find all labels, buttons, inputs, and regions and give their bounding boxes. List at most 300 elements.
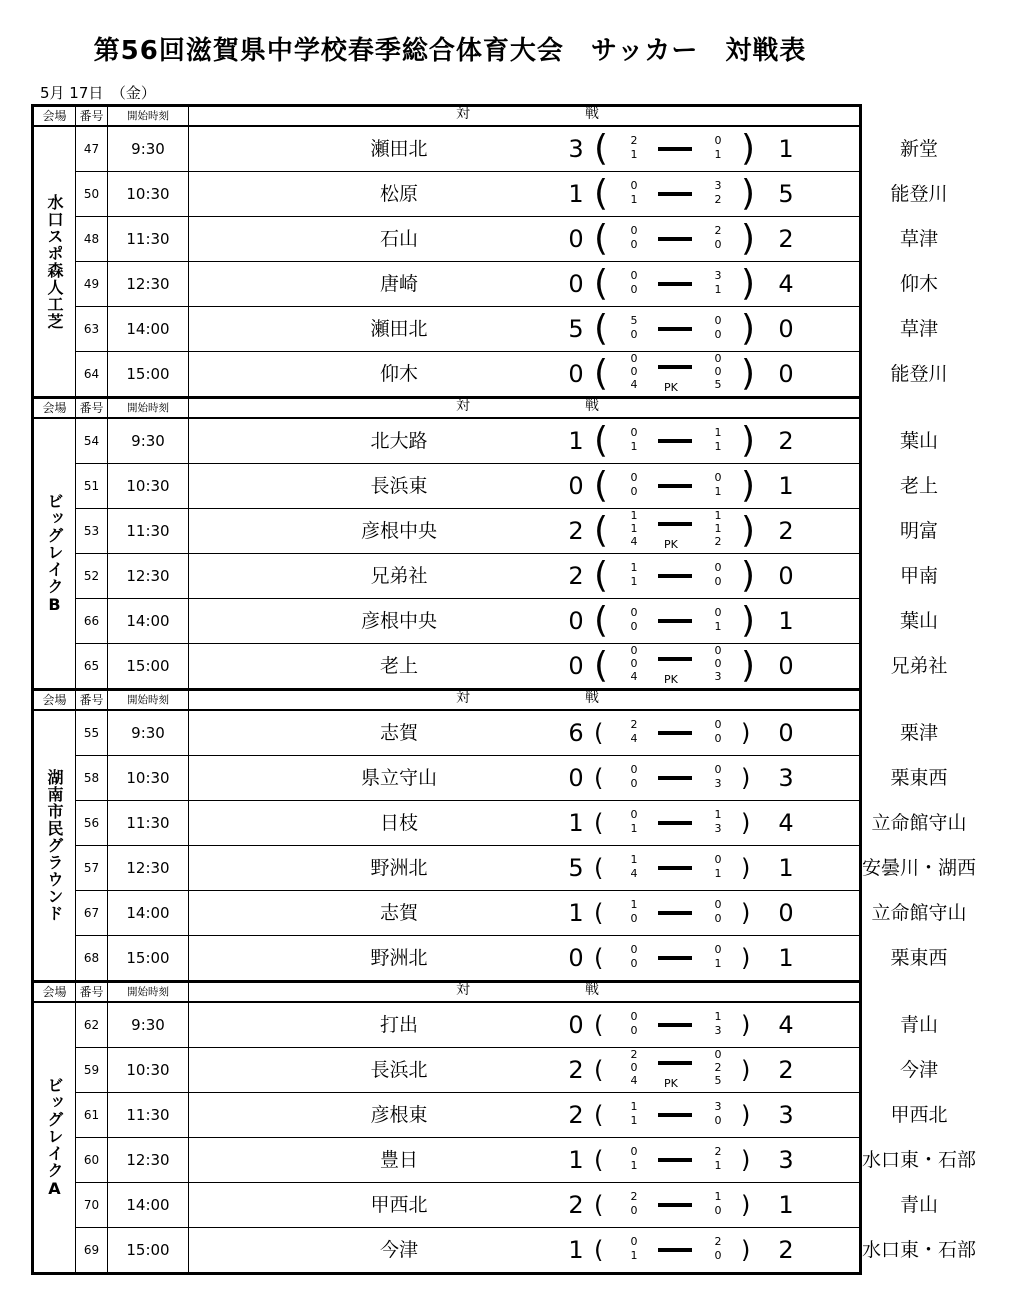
home-half-score: 1: [630, 575, 638, 588]
versus-dash: [658, 956, 692, 960]
number-header: 番号: [76, 107, 108, 125]
close-paren: ): [741, 1101, 751, 1129]
away-half-score: 0: [714, 314, 722, 327]
close-paren: ): [741, 263, 756, 304]
versus-header-right: 戦: [585, 398, 599, 414]
open-paren: (: [594, 944, 604, 972]
away-half-score: 0: [714, 718, 722, 731]
venue-name: ビッグレイクA: [34, 1003, 76, 1272]
close-paren: ): [741, 899, 751, 927]
home-half-score: 1: [630, 822, 638, 835]
home-score: 0: [568, 607, 584, 635]
away-team: 葉山: [899, 610, 938, 632]
match-result: [189, 1048, 938, 1092]
versus-dash: [658, 282, 692, 286]
home-score: 0: [568, 652, 584, 680]
home-half-score: 1: [630, 1100, 638, 1113]
start-time: 14:00: [108, 307, 189, 351]
home-half-score: 1: [630, 853, 638, 866]
match-row: [76, 801, 967, 846]
away-score: 3: [778, 764, 794, 792]
match-row: [76, 1093, 948, 1138]
match-row: [76, 217, 938, 262]
versus-dash: [658, 911, 692, 915]
home-team: 県立守山: [360, 767, 437, 789]
home-half-score: 0: [630, 777, 638, 790]
close-paren: ): [741, 719, 751, 747]
home-half-score: 1: [630, 193, 638, 206]
match-result: [189, 936, 948, 980]
away-team: 甲西北: [890, 1104, 948, 1126]
start-time: 10:30: [108, 464, 189, 508]
home-half-score: 0: [630, 179, 638, 192]
home-team: 野洲北: [370, 947, 428, 969]
open-paren: (: [594, 128, 609, 169]
match-number: 56: [76, 801, 108, 845]
open-paren: (: [594, 854, 604, 882]
home-team: 打出: [379, 1014, 418, 1036]
versus-header-right: 戦: [585, 982, 599, 998]
home-score: 0: [568, 225, 584, 253]
match-number: 70: [76, 1183, 108, 1227]
away-team: 仰木: [899, 273, 938, 295]
versus-dash: [658, 484, 692, 488]
away-half-score: 1: [714, 148, 722, 161]
away-half-score: 0: [714, 644, 722, 657]
section-header: [34, 691, 859, 711]
home-score: 1: [568, 1236, 584, 1264]
open-paren: (: [594, 600, 609, 641]
away-score: 5: [778, 180, 794, 208]
close-paren: ): [741, 944, 751, 972]
away-team: 栗津: [899, 722, 938, 744]
match-result: [189, 1183, 938, 1227]
away-team: 新堂: [899, 138, 938, 160]
away-half-score: 0: [714, 238, 722, 251]
away-half-score: 1: [714, 957, 722, 970]
match-number: 51: [76, 464, 108, 508]
match-result: [189, 644, 948, 688]
away-half-score: 3: [714, 822, 722, 835]
versus-dash: [658, 147, 692, 151]
home-half-score: 0: [630, 365, 638, 378]
home-half-score: 0: [630, 1145, 638, 1158]
home-team: 豊日: [379, 1149, 418, 1171]
home-score: 2: [568, 1056, 584, 1084]
away-score: 3: [778, 1146, 794, 1174]
home-half-score: 4: [630, 535, 638, 548]
away-score: 4: [778, 1011, 794, 1039]
away-team: 甲南: [899, 565, 938, 587]
match-number: 60: [76, 1138, 108, 1182]
home-half-score: 0: [630, 657, 638, 670]
venue-name: 水口スポ森人工芝: [34, 127, 76, 396]
match-row: [76, 509, 938, 554]
away-half-score: 3: [714, 670, 722, 683]
away-team: 安曇川・湖西: [861, 857, 976, 879]
versus-dash: [658, 1113, 692, 1117]
open-paren: (: [594, 719, 604, 747]
versus-header-left: 対: [456, 982, 470, 998]
start-time: 15:00: [108, 352, 189, 396]
away-half-score: 0: [714, 912, 722, 925]
home-half-score: 0: [630, 485, 638, 498]
match-result: [189, 1138, 976, 1182]
pk-label: PK: [664, 381, 678, 394]
match-result: [189, 352, 948, 396]
away-half-score: 0: [714, 134, 722, 147]
home-half-score: 0: [630, 644, 638, 657]
versus-dash: [658, 522, 692, 526]
home-team: 志賀: [379, 902, 418, 924]
away-half-score: 3: [714, 179, 722, 192]
away-half-score: 2: [714, 1235, 722, 1248]
home-half-score: 0: [630, 1010, 638, 1023]
away-half-score: 0: [714, 1249, 722, 1262]
start-time: 11:30: [108, 801, 189, 845]
match-number: 61: [76, 1093, 108, 1137]
away-score: 2: [778, 225, 794, 253]
away-half-score: 0: [714, 853, 722, 866]
venue-header: 会場: [34, 691, 76, 709]
open-paren: (: [594, 645, 609, 686]
start-time: 10:30: [108, 756, 189, 800]
away-team: 兄弟社: [890, 655, 948, 677]
close-paren: ): [741, 600, 756, 641]
venue-header: 会場: [34, 399, 76, 417]
match-number: 65: [76, 644, 108, 688]
home-half-score: 1: [630, 1114, 638, 1127]
home-half-score: 0: [630, 283, 638, 296]
versus-header-left: 対: [456, 690, 470, 706]
away-half-score: 1: [714, 620, 722, 633]
match-number: 62: [76, 1003, 108, 1047]
open-paren: (: [594, 308, 609, 349]
start-time: 14:00: [108, 1183, 189, 1227]
away-half-score: 0: [714, 763, 722, 776]
home-score: 3: [568, 135, 584, 163]
away-half-score: 2: [714, 1061, 722, 1074]
home-half-score: 1: [630, 1159, 638, 1172]
match-result: [189, 846, 976, 890]
away-half-score: 3: [714, 1024, 722, 1037]
home-team: 老上: [379, 655, 418, 677]
home-half-score: 0: [630, 763, 638, 776]
open-paren: (: [594, 1056, 604, 1084]
away-half-score: 3: [714, 1100, 722, 1113]
home-score: 1: [568, 1146, 584, 1174]
match-row: [76, 1138, 976, 1183]
home-half-score: 0: [630, 352, 638, 365]
away-half-score: 0: [714, 352, 722, 365]
match-result: [189, 1003, 938, 1047]
start-time: 14:00: [108, 891, 189, 935]
close-paren: ): [741, 420, 756, 461]
home-half-score: 0: [630, 808, 638, 821]
start-time: 12:30: [108, 1138, 189, 1182]
open-paren: (: [594, 809, 604, 837]
match-row: [76, 1003, 938, 1048]
home-team: 彦根東: [370, 1104, 428, 1126]
away-score: 4: [778, 809, 794, 837]
start-time-header: 開始時刻: [108, 691, 189, 709]
away-score: 1: [778, 472, 794, 500]
home-team: 志賀: [379, 722, 418, 744]
versus-dash: [658, 731, 692, 735]
versus-dash: [658, 574, 692, 578]
home-half-score: 0: [630, 328, 638, 341]
home-half-score: 1: [630, 898, 638, 911]
home-team: 長浜北: [370, 1059, 428, 1081]
away-score: 2: [778, 517, 794, 545]
open-paren: (: [594, 510, 609, 551]
start-time: 11:30: [108, 1093, 189, 1137]
home-score: 1: [568, 427, 584, 455]
match-row: [76, 554, 938, 599]
away-score: 0: [778, 899, 794, 927]
home-half-score: 0: [630, 224, 638, 237]
match-result: [189, 756, 948, 800]
pk-label: PK: [664, 673, 678, 686]
versus-dash: [658, 365, 692, 369]
match-table: [31, 104, 976, 1275]
start-time: 15:00: [108, 644, 189, 688]
home-half-score: 0: [630, 620, 638, 633]
away-score: 2: [778, 1056, 794, 1084]
home-half-score: 1: [630, 561, 638, 574]
home-half-score: 0: [630, 1061, 638, 1074]
home-half-score: 1: [630, 509, 638, 522]
away-half-score: 0: [714, 1204, 722, 1217]
home-score: 2: [568, 1191, 584, 1219]
match-result: [189, 801, 967, 845]
home-half-score: 4: [630, 1074, 638, 1087]
match-result: [189, 554, 938, 598]
away-half-score: 1: [714, 485, 722, 498]
home-half-score: 2: [630, 1048, 638, 1061]
home-half-score: 1: [630, 1249, 638, 1262]
open-paren: (: [594, 218, 609, 259]
match-row: [76, 599, 938, 644]
open-paren: (: [594, 555, 609, 596]
close-paren: ): [741, 1236, 751, 1264]
match-result: [189, 419, 938, 463]
match-number: 69: [76, 1228, 108, 1272]
home-score: 2: [568, 517, 584, 545]
close-paren: ): [741, 308, 756, 349]
home-half-score: 2: [630, 134, 638, 147]
match-result: [189, 172, 948, 216]
away-score: 1: [778, 607, 794, 635]
home-half-score: 0: [630, 1204, 638, 1217]
away-score: 2: [778, 427, 794, 455]
match-result: [189, 262, 938, 306]
match-number: 64: [76, 352, 108, 396]
home-team: 瀬田北: [370, 138, 428, 160]
away-team: 草津: [899, 318, 938, 340]
venue-section: [31, 396, 948, 688]
away-team: 立命館守山: [871, 902, 967, 924]
away-team: 今津: [899, 1059, 938, 1081]
home-team: 石山: [379, 228, 418, 250]
home-score: 0: [568, 764, 584, 792]
away-team: 青山: [899, 1194, 938, 1216]
match-row: [76, 352, 948, 396]
close-paren: ): [741, 465, 756, 506]
open-paren: (: [594, 1101, 604, 1129]
away-half-score: 1: [714, 1159, 722, 1172]
close-paren: ): [741, 809, 751, 837]
versus-dash: [658, 776, 692, 780]
pk-label: PK: [664, 1077, 678, 1090]
match-row: [76, 464, 938, 509]
away-half-score: 0: [714, 561, 722, 574]
match-row: [76, 307, 938, 352]
match-row: [76, 127, 938, 172]
venue-section: [31, 980, 976, 1275]
away-team: 葉山: [899, 430, 938, 452]
start-time: 12:30: [108, 262, 189, 306]
start-time-header: 開始時刻: [108, 983, 189, 1001]
away-half-score: 0: [714, 365, 722, 378]
away-half-score: 2: [714, 535, 722, 548]
home-half-score: 0: [630, 912, 638, 925]
versus-dash: [658, 821, 692, 825]
home-half-score: 0: [630, 957, 638, 970]
away-half-score: 5: [714, 1074, 722, 1087]
away-team: 老上: [899, 475, 938, 497]
close-paren: ): [741, 173, 756, 214]
venue-header: 会場: [34, 107, 76, 125]
close-paren: ): [741, 555, 756, 596]
match-row: [76, 172, 948, 217]
home-score: 5: [568, 854, 584, 882]
home-team: 仰木: [379, 363, 418, 385]
match-number: 63: [76, 307, 108, 351]
open-paren: (: [594, 420, 609, 461]
home-half-score: 2: [630, 718, 638, 731]
home-team: 兄弟社: [370, 565, 428, 587]
versus-dash: [658, 1248, 692, 1252]
start-time: 12:30: [108, 846, 189, 890]
match-number: 48: [76, 217, 108, 261]
venue-header: 会場: [34, 983, 76, 1001]
start-time-header: 開始時刻: [108, 107, 189, 125]
versus-dash: [658, 1023, 692, 1027]
home-score: 1: [568, 809, 584, 837]
home-half-score: 5: [630, 314, 638, 327]
home-half-score: 4: [630, 867, 638, 880]
away-team: 草津: [899, 228, 938, 250]
home-team: 瀬田北: [370, 318, 428, 340]
home-half-score: 0: [630, 1024, 638, 1037]
versus-dash: [658, 327, 692, 331]
close-paren: ): [741, 128, 756, 169]
home-half-score: 0: [630, 943, 638, 956]
match-number: 47: [76, 127, 108, 171]
start-time: 12:30: [108, 554, 189, 598]
versus-header-left: 対: [456, 106, 470, 122]
open-paren: (: [594, 465, 609, 506]
match-result: [189, 1093, 948, 1137]
close-paren: ): [741, 218, 756, 259]
match-number: 67: [76, 891, 108, 935]
match-result: [189, 711, 938, 755]
home-half-score: 4: [630, 732, 638, 745]
away-score: 3: [778, 1101, 794, 1129]
away-score: 0: [778, 315, 794, 343]
close-paren: ): [741, 1146, 751, 1174]
close-paren: ): [741, 854, 751, 882]
away-half-score: 0: [714, 471, 722, 484]
number-header: 番号: [76, 399, 108, 417]
start-time: 11:30: [108, 217, 189, 261]
away-half-score: 2: [714, 193, 722, 206]
versus-header-right: 戦: [585, 690, 599, 706]
close-paren: ): [741, 1011, 751, 1039]
match-row: [76, 644, 948, 688]
away-team: 能登川: [890, 183, 948, 205]
away-half-score: 5: [714, 378, 722, 391]
open-paren: (: [594, 1146, 604, 1174]
away-half-score: 3: [714, 777, 722, 790]
start-time: 15:00: [108, 1228, 189, 1272]
match-row: [76, 1228, 976, 1272]
match-row: [76, 846, 976, 891]
match-result: [189, 1228, 976, 1272]
away-team: 青山: [899, 1014, 938, 1036]
match-result: [189, 307, 938, 351]
away-score: 1: [778, 944, 794, 972]
home-team: 唐崎: [379, 273, 418, 295]
match-row: [76, 756, 948, 801]
close-paren: ): [741, 1056, 751, 1084]
away-score: 0: [778, 719, 794, 747]
match-result: [189, 599, 938, 643]
home-half-score: 0: [630, 606, 638, 619]
open-paren: (: [594, 1236, 604, 1264]
match-number: 52: [76, 554, 108, 598]
away-team: 明富: [899, 520, 938, 542]
open-paren: (: [594, 263, 609, 304]
versus-dash: [658, 657, 692, 661]
match-row: [76, 936, 948, 980]
start-time: 9:30: [108, 419, 189, 463]
match-row: [76, 891, 967, 936]
away-half-score: 0: [714, 898, 722, 911]
away-score: 0: [778, 360, 794, 388]
match-row: [76, 1183, 938, 1228]
away-half-score: 2: [714, 224, 722, 237]
home-half-score: 0: [630, 426, 638, 439]
match-number: 54: [76, 419, 108, 463]
number-header: 番号: [76, 983, 108, 1001]
home-half-score: 1: [630, 440, 638, 453]
match-number: 58: [76, 756, 108, 800]
away-score: 2: [778, 1236, 794, 1264]
close-paren: ): [741, 353, 756, 394]
home-score: 2: [568, 562, 584, 590]
start-time: 14:00: [108, 599, 189, 643]
away-score: 1: [778, 854, 794, 882]
versus-dash: [658, 439, 692, 443]
away-half-score: 1: [714, 1010, 722, 1023]
home-score: 0: [568, 270, 584, 298]
start-time: 9:30: [108, 1003, 189, 1047]
home-score: 1: [568, 899, 584, 927]
start-time: 11:30: [108, 509, 189, 553]
match-row: [76, 262, 938, 307]
